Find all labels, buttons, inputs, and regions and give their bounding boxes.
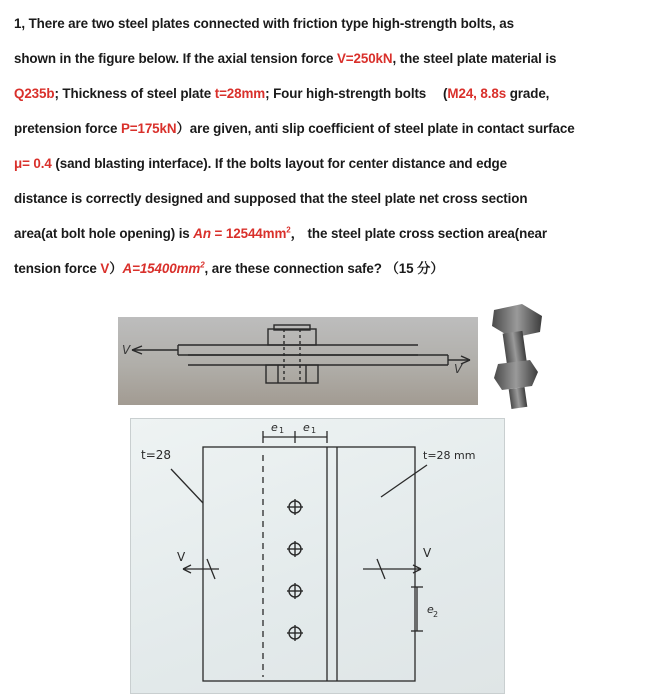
side-view-photo [118,317,478,405]
e2-label: e [427,603,434,616]
tension-label-left: V [177,550,186,564]
problem-statement [14,6,654,286]
e1-label-a: e [271,421,278,434]
side-view-sketch [118,317,478,405]
text-run: ; Four high-strength bolts ( [265,86,448,101]
problem-line-3 [14,76,654,111]
problem-line-2 [14,41,654,76]
net-area-symbol: An [193,226,211,241]
text-run: ， the steel plate cross section area(near [290,226,548,241]
text-run: = [210,226,226,241]
bolt-tip-shape [509,387,528,409]
problem-line-6 [14,181,654,216]
gross-area-value: A=15400mm [122,261,201,276]
e2-label-sub: 2 [433,610,439,619]
problem-line-1 [14,6,654,41]
side-label-right: V [454,362,463,376]
text-run: distance is correctly designed and supposed that the steel plate net cross section [14,191,528,206]
plan-view-sketch [131,419,504,693]
text-run: grade, [506,86,550,101]
e1-label-b: e [303,421,310,434]
text-run: area(at bolt hole opening) is [14,226,194,241]
superscript: 2 [286,225,291,235]
text-run: , the steel plate material is [392,51,557,66]
bolt-symbol [287,583,303,599]
bolt-nut-shape [494,360,538,390]
plan-view-photo [130,418,505,694]
tension-force-value: V=250kN [336,51,393,66]
text-run: ; Thickness of steel plate [54,86,215,101]
bolt-spec-value: M24, 8.8s [447,86,507,101]
e1-label-a-sub: 1 [279,426,285,435]
problem-line-8 [14,251,654,286]
bolt-photo [482,302,552,414]
bolt-symbols [287,499,303,641]
tension-force-symbol: V [100,261,110,276]
steel-grade-value: Q235b [14,86,55,101]
text-run: 1, There are two steel plates connected with friction type high-strength bolts, as [14,16,514,31]
text-run: , are these connection safe? （15 分） [204,261,444,276]
text-run: (sand blasting interface). If the bolts layout for center distance and edge [51,156,507,171]
problem-line-4 [14,111,654,146]
superscript: 2 [200,260,205,270]
side-label-left: V [122,343,131,357]
problem-line-5 [14,146,654,181]
tension-label-right: V [423,546,432,560]
bolt-symbol [287,499,303,515]
thickness-label-right: t=28 mm [423,449,476,462]
problem-line-7 [14,216,654,251]
text-run: pretension force [14,121,121,136]
text-run: ） [109,261,123,276]
bolt-symbol [287,625,303,641]
e1-label-b-sub: 1 [311,426,317,435]
pretension-value: P=175kN [120,121,177,136]
bolt-illustration [482,302,552,414]
slip-coefficient-value: μ= 0.4 [14,156,52,171]
text-run: ）are given, anti slip coefficient of steel plate in contact surface [176,121,575,136]
thickness-label-left: t=28 [141,448,172,462]
text-run: tension force [14,261,101,276]
bolt-symbol [287,541,303,557]
text-run: shown in the figure below. If the axial tension force [14,51,337,66]
thickness-value: t=28mm [214,86,266,101]
net-area-value: 12544mm [225,226,287,241]
